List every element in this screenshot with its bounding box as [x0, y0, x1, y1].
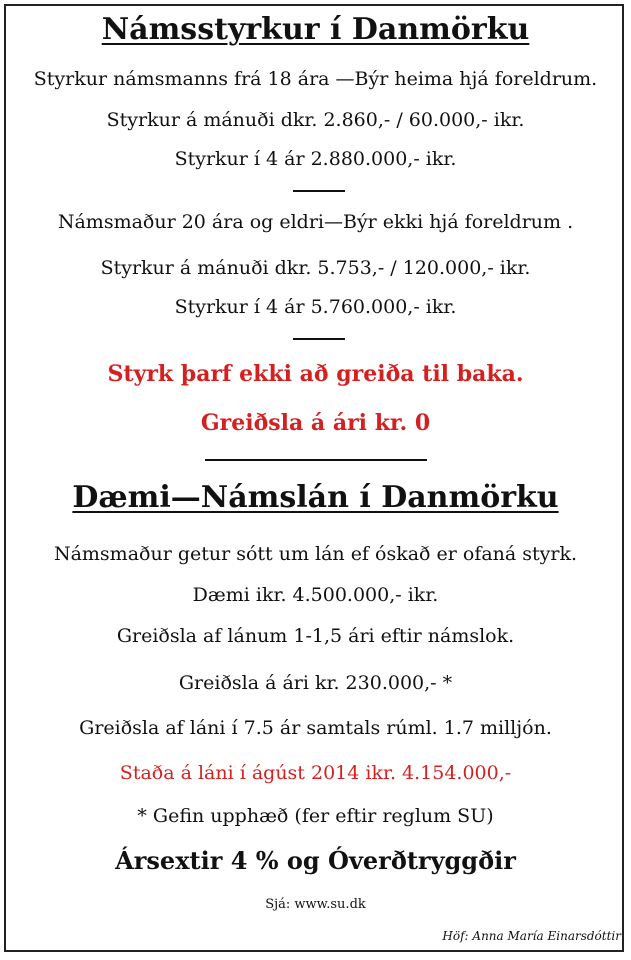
- short-divider-2: [293, 338, 345, 340]
- grant-line-5: Styrkur á mánuði dkr. 5.753,- / 120.000,- ikr.: [100, 257, 531, 279]
- loan-line-1: Námsmaður getur sótt um lán ef óskað er ofaná styrk.: [53, 543, 578, 565]
- source-reference: Sjá: www.su.dk: [265, 897, 366, 912]
- grant-line-2: Styrkur á mánuði dkr. 2.860,- / 60.000,- ikr.: [106, 109, 525, 131]
- loan-line-4: Greiðsla á ári kr. 230.000,- *: [178, 672, 453, 694]
- grant-line-1: Styrkur námsmanns frá 18 ára —Býr heima hjá foreldrum.: [33, 68, 598, 90]
- no-repayment-note: Styrk þarf ekki að greiða til baka.: [107, 361, 524, 387]
- loan-example-title: Dæmi—Námslán í Danmörku: [72, 480, 559, 515]
- interest-summary: Ársextir 4 % og Óverðtryggðir: [115, 846, 516, 875]
- loan-line-3: Greiðsla af lánum 1-1,5 ári eftir námslok.: [116, 625, 515, 647]
- author-credit: Höf: Anna María Einarsdóttir: [442, 929, 621, 943]
- grant-title: Námsstyrkur í Danmörku: [101, 12, 530, 47]
- loan-line-2: Dæmi ikr. 4.500.000,- ikr.: [192, 584, 439, 606]
- grant-line-3: Styrkur í 4 ár 2.880.000,- ikr.: [174, 148, 457, 170]
- short-divider-1: [293, 190, 345, 192]
- footnote: * Gefin upphæð (fer eftir reglum SU): [137, 805, 494, 827]
- grant-line-4: Námsmaður 20 ára og eldri—Býr ekki hjá foreldrum .: [57, 211, 574, 233]
- grant-line-6: Styrkur í 4 ár 5.760.000,- ikr.: [174, 296, 457, 318]
- annual-payment-zero: Greiðsla á ári kr. 0: [200, 410, 431, 436]
- long-divider: [205, 459, 427, 461]
- loan-line-5: Greiðsla af láni í 7.5 ár samtals rúml. 1.7 milljón.: [79, 717, 552, 739]
- loan-status-line: Staða á láni í ágúst 2014 ikr. 4.154.000,-: [119, 762, 512, 784]
